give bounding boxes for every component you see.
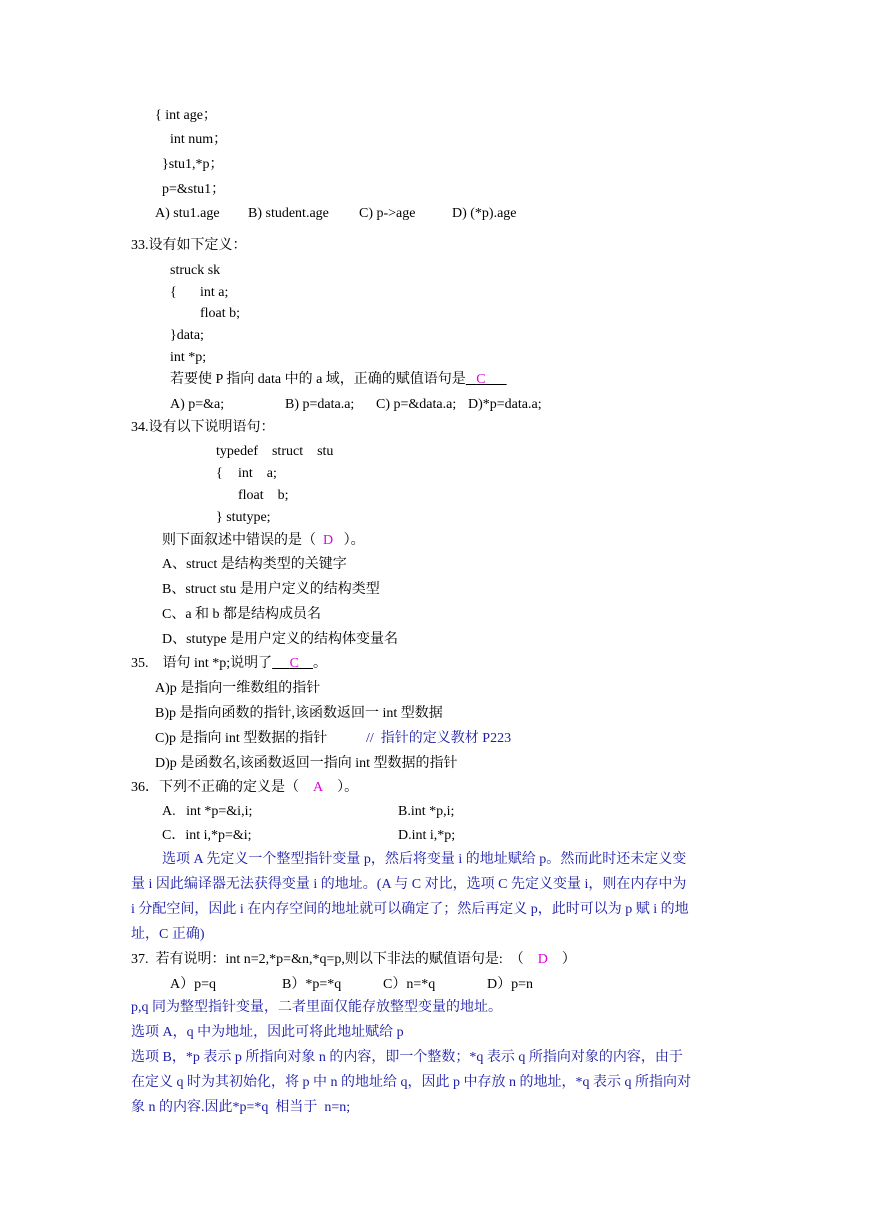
- code-line: float b;: [200, 306, 241, 321]
- option-d: D)*p=data.a;: [468, 397, 542, 412]
- option-d: D) (*p).age: [452, 206, 517, 221]
- code-line: } stutype;: [216, 510, 271, 525]
- answer: D: [537, 952, 548, 967]
- option-c: C、a 和 b 都是结构成员名: [162, 607, 322, 622]
- option-c: C）n=*q: [383, 977, 436, 992]
- explanation-line: 选项 B，*p 表示 p 所指向对象 n 的内容，即一个整数；*q 表示 q 所指向对象的内容，由于: [131, 1050, 683, 1065]
- option-a: A、struct 是结构类型的关键字: [162, 557, 347, 572]
- code-line: typedef struct stu: [216, 444, 334, 459]
- option-b: B) p=data.a;: [285, 397, 355, 412]
- option-d: D.int i,*p;: [398, 828, 456, 843]
- option-d: D)p 是函数名,该函数返回一指向 int 型数据的指针: [155, 756, 458, 771]
- code-line: struck sk: [170, 263, 221, 278]
- option-a: A）p=q: [170, 977, 217, 992]
- answer-blank: [272, 656, 313, 671]
- question-stem: 34.设有以下说明语句：: [131, 420, 275, 435]
- answer-blank: [466, 372, 507, 387]
- question-stem: 37. 若有说明：int n=2,*p=&n,*q=p,则以下非法的赋值语句是: （ D ）: [131, 952, 576, 967]
- answer: C: [289, 656, 300, 671]
- option-a: A)p 是指向一维数组的指针: [155, 681, 321, 696]
- option-d: D）p=n: [487, 977, 534, 992]
- answer: C: [476, 372, 486, 387]
- code-line: { int age；: [155, 108, 217, 123]
- code-line: }stu1,*p；: [162, 157, 224, 172]
- option-a: A. int *p=&i,i;: [162, 804, 253, 819]
- code-line: {: [216, 466, 223, 481]
- option-b: B、struct stu 是用户定义的结构类型: [162, 582, 380, 597]
- explanation-line: 址，C 正确): [131, 927, 205, 942]
- option-a: A) p=&a;: [170, 397, 225, 412]
- option-c: C)p 是指向 int 型数据的指针: [155, 731, 328, 746]
- answer: A: [313, 780, 324, 795]
- explanation-line: p,q 同为整型指针变量，二者里面仅能存放整型变量的地址。: [131, 1000, 502, 1015]
- option-c: C) p=&data.a;: [376, 397, 457, 412]
- explanation-line: 在定义 q 时为其初始化，将 p 中 n 的地址给 q，因此 p 中存放 n 的地址，*q 表示 q 所指向对: [131, 1075, 691, 1090]
- option-c: C) p->age: [359, 206, 416, 221]
- question-stem: 33.设有如下定义：: [131, 238, 247, 253]
- code-line: int *p;: [170, 350, 207, 365]
- explanation-line: 选项 A 先定义一个整型指针变量 p，然后将变量 i 的地址赋给 p。然而此时还未定义变: [162, 852, 687, 867]
- explanation-line: 选项 A，q 中为地址，因此可将此地址赋给 p: [131, 1025, 404, 1040]
- code-line: int a;: [200, 285, 229, 300]
- code-line: int num；: [170, 132, 228, 147]
- code-line: {: [170, 285, 177, 300]
- code-line: float b;: [238, 488, 289, 503]
- question-stem: 35. 语句 int *p;说明了 C 。: [131, 656, 328, 671]
- answer: D: [323, 533, 334, 548]
- option-a: A) stu1.age: [155, 206, 220, 221]
- option-b: B）*p=*q: [282, 977, 342, 992]
- option-d: D、stutype 是用户定义的结构体变量名: [162, 632, 399, 647]
- option-b: B)p 是指向函数的指针,该函数返回一 int 型数据: [155, 706, 443, 721]
- code-line: int a;: [238, 466, 277, 481]
- explanation-line: 象 n 的内容.因此*p=*q 相当于 n=n;: [131, 1100, 351, 1115]
- option-b: B) student.age: [248, 206, 329, 221]
- question-text: 若要使 P 指向 data 中的 a 域，正确的赋值语句是 C: [170, 371, 507, 389]
- code-line: p=&stu1；: [162, 182, 226, 197]
- code-line: }data;: [170, 328, 204, 343]
- explanation-line: i 分配空间，因此 i 在内存空间的地址就可以确定了；然后再定义 p，此时可以为 p 赋 i 的地: [131, 902, 689, 917]
- question-text: 则下面叙述中错误的是（ D ）。: [162, 533, 365, 548]
- option-b: B.int *p,i;: [398, 804, 455, 819]
- question-stem: 36．下列不正确的定义是（ A ）。: [131, 780, 359, 795]
- explanation-line: 量 i 因此编译器无法获得变量 i 的地址。(A 与 C 对比，选项 C 先定义变量 i，则在内存中为: [131, 877, 687, 892]
- comment: // 指针的定义教材 P223: [366, 731, 512, 746]
- option-c: C．int i,*p=&i;: [162, 828, 252, 843]
